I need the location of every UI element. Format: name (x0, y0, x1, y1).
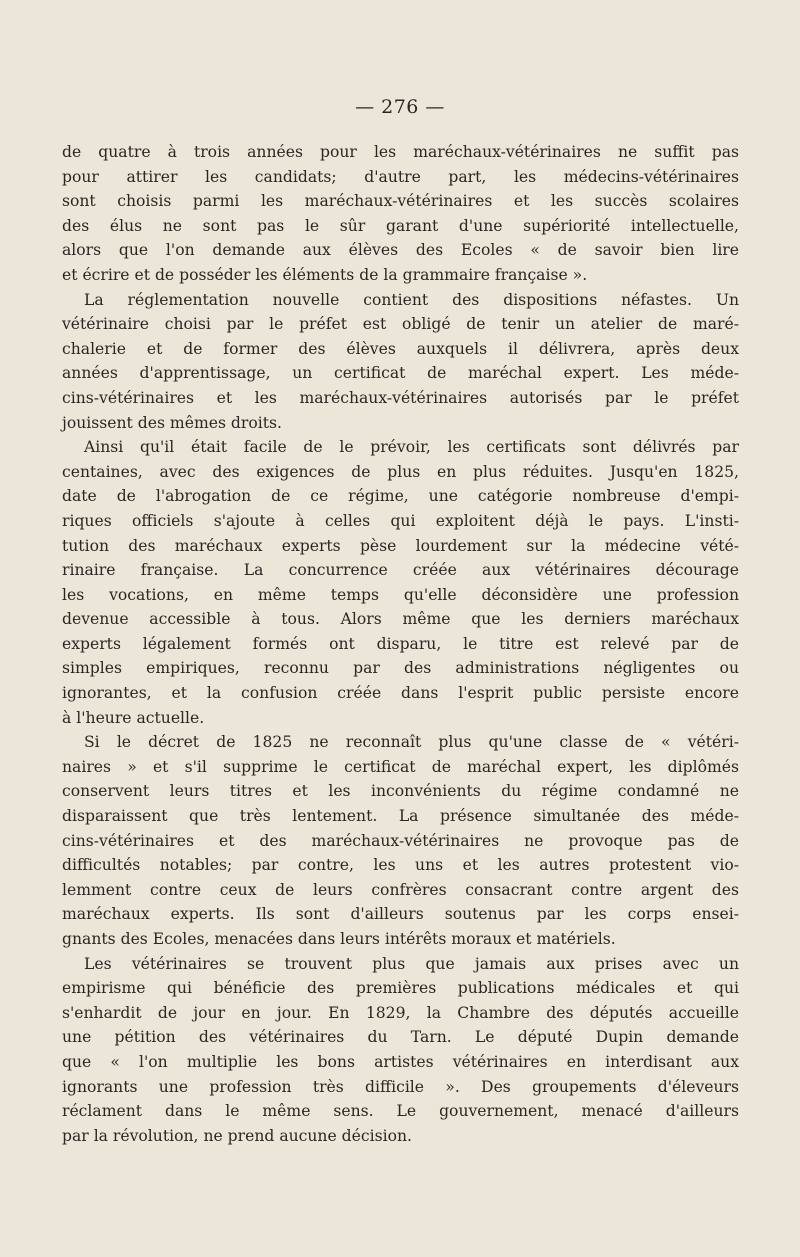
text-line: des élus ne sont pas le sûr garant d'une supériorité intellectuelle, (62, 216, 739, 235)
text-line: les vocations, en même temps qu'elle déconsidère une profession (62, 585, 739, 604)
text-line: vétérinaire choisi par le préfet est obligé de tenir un atelier de maré- (62, 315, 739, 334)
paragraph (62, 140, 739, 288)
paragraph (62, 952, 739, 1149)
text-line: La réglementation nouvelle contient des dispositions néfastes. Un (84, 290, 739, 309)
text-line: sont choisis parmi les maréchaux-vétérinaires et les succès scolaires (62, 192, 739, 211)
text-line: date de l'abrogation de ce régime, une catégorie nombreuse d'empi- (62, 487, 739, 506)
text-line: une pétition des vétérinaires du Tarn. Le député Dupin demande (62, 1028, 739, 1047)
text-line: tution des maréchaux experts pèse lourdement sur la médecine vété- (62, 536, 739, 555)
text-line: conservent leurs titres et les inconvénients du régime condamné ne (62, 782, 739, 801)
text-line: simples empiriques, reconnu par des administrations négligentes ou (62, 659, 739, 678)
text-line: centaines, avec des exigences de plus en plus réduites. Jusqu'en 1825, (62, 462, 739, 481)
text-line: que « l'on multiplie les bons artistes vétérinaires en interdisant aux (62, 1052, 739, 1071)
text-line: disparaissent que très lentement. La présence simultanée des méde- (62, 807, 739, 826)
text-line: devenue accessible à tous. Alors même que les derniers maréchaux (62, 610, 739, 629)
text-line: Les vétérinaires se trouvent plus que jamais aux prises avec un (84, 954, 739, 973)
text-line: empirisme qui bénéficie des premières publications médicales et qui (62, 979, 739, 998)
text-line: pour attirer les candidats; d'autre part, les médecins-vétérinaires (62, 167, 739, 186)
text-line: maréchaux experts. Ils sont d'ailleurs soutenus par les corps ensei- (62, 905, 739, 924)
text-line: jouissent des mêmes droits. (62, 413, 282, 432)
text-line: Ainsi qu'il était facile de le prévoir, les certificats sont délivrés par (84, 438, 739, 457)
text-line: chalerie et de former des élèves auxquels il délivrera, après deux (62, 339, 739, 358)
text-line: lemment contre ceux de leurs confrères consacrant contre argent des (62, 880, 739, 899)
text-line: cins-vétérinaires et les maréchaux-vétérinaires autorisés par le préfet (62, 388, 739, 407)
text-line: gnants des Ecoles, menacées dans leurs intérêts moraux et matériels. (62, 930, 616, 948)
text-line: de quatre à trois années pour les maréchaux-vétérinaires ne suffit pas (62, 143, 739, 161)
body-text (62, 140, 739, 1148)
text-line: alors que l'on demande aux élèves des Ecoles « de savoir bien lire (62, 241, 739, 260)
text-line: par la révolution, ne prend aucune décision. (62, 1126, 412, 1145)
text-line: réclament dans le même sens. Le gouvernement, menacé d'ailleurs (62, 1102, 739, 1121)
paragraph (62, 435, 739, 730)
paragraph (62, 288, 739, 436)
text-line: difficultés notables; par contre, les uns et les autres protestent vio- (62, 856, 739, 875)
paragraph (62, 730, 739, 951)
text-line: ignorantes, et la confusion créée dans l'esprit public persiste encore (62, 684, 739, 703)
page-number: — 276 — (355, 96, 445, 118)
text-line: ignorants une profession très difficile ». Des groupements d'éleveurs (62, 1077, 739, 1096)
text-line: à l'heure actuelle. (62, 708, 205, 727)
text-line: naires » et s'il supprime le certificat de maréchal expert, les diplômés (62, 757, 739, 776)
text-line: cins-vétérinaires et des maréchaux-vétérinaires ne provoque pas de (62, 831, 739, 850)
text-line: experts légalement formés ont disparu, le titre est relevé par de (62, 634, 739, 653)
text-line: et écrire et de posséder les éléments de la grammaire française ». (62, 265, 588, 284)
text-line: riques officiels s'ajoute à celles qui exploitent déjà le pays. L'insti- (62, 511, 739, 530)
text-line: s'enhardit de jour en jour. En 1829, la Chambre des députés accueille (62, 1003, 739, 1022)
text-line: années d'apprentissage, un certificat de maréchal expert. Les méde- (62, 364, 739, 383)
text-line: Si le décret de 1825 ne reconnaît plus qu'une classe de « vétéri- (84, 733, 739, 752)
text-line: rinaire française. La concurrence créée aux vétérinaires décourage (62, 561, 739, 580)
